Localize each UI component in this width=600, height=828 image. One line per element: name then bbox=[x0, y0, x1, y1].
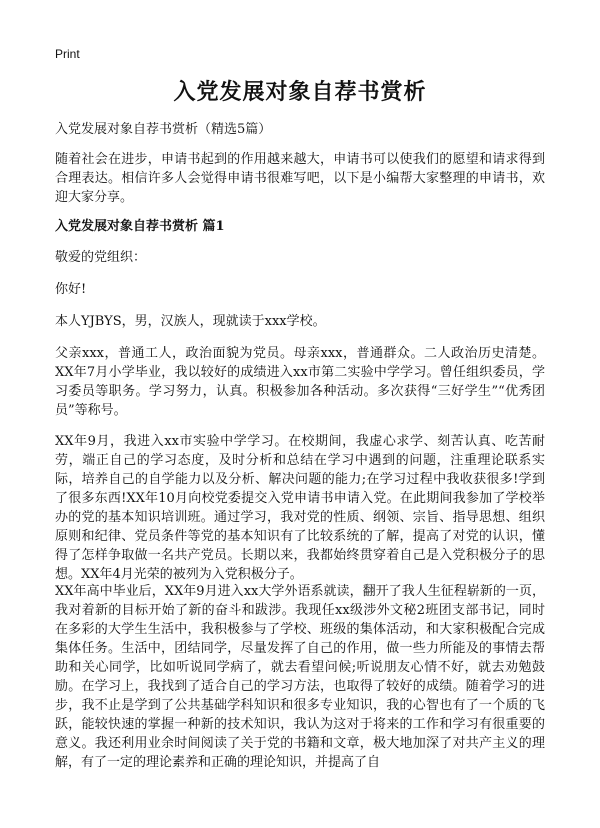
self-introduction: 本人YJBYS，男，汉族人，现就读于xxx学校。 bbox=[55, 314, 326, 329]
family-paragraph: 父亲xxx，普通工人，政治面貌为党员。母亲xxx，普通群众。二人政治历史清楚。XX年7月小学毕业，我以较好的成绩进入xx市第二实验中学学习。曾任组织委员，学习委员等职务。学习努力，认真。积极参加各种活动。多次获得“三好学生”“优秀团员”等称号。 bbox=[55, 346, 545, 418]
university-paragraph: XX年高中毕业后，XX年9月进入xx大学外语系就读，翻开了我人生征程崭新的一页，我对着新的目标开始了新的奋斗和跋涉。我现任xx级涉外文秘2班团支部书记，同时在多彩的大学生生活中，我积极参与了学校、班级的集体活动，和大家积极配合完成集体任务。生活中，团结同学，尽量发挥了自己的作用，做一些力所能及的事情去帮助和关心同学，比如听说同学病了，就去看望问候;听说朋友心情不好，就去劝勉鼓励。在学习上，我找到了适合自己的学习方法，也取得了较好的成绩。随着学习的进步，我不止是学到了公共基础学科知识和很多专业知识，我的心智也有了一个质的飞跃，能较快速的掌握一种新的技术知识，我认为这对于将来的工作和学习有很重要的意义。我还利用业余时间阅读了关于党的书籍和文章，极大地加深了对共产主义的理解，有了一定的理论素养和正确的理论知识，并提高了自 bbox=[55, 584, 545, 770]
greeting: 你好! bbox=[55, 282, 87, 297]
print-label[interactable]: Print bbox=[55, 47, 80, 61]
intro-paragraph: 随着社会在进步，申请书起到的作用越来越大，申请书可以使我们的愿望和请求得到合理表达。相信许多人会觉得申请书很难写吧，以下是小编帮大家整理的申请书，欢迎大家分享。 bbox=[55, 152, 545, 205]
middle-school-paragraph: XX年9月，我进入xx市实验中学学习。在校期间，我虚心求学、刻苦认真、吃苦耐劳，端正自己的学习态度，及时分析和总结在学习中遇到的问题，注重理论联系实际，培养自己的自学能力以及分析、解决问题的能力;在学习过程中我收获很多!学到了很多东西!XX年10月向校党委提交入党申请书申请入党。在此期间我参加了学校举办的党的基本知识培训班。通过学习，我对党的性质、纲领、宗旨、指导思想、组织原则和纪律、党员条件等党的基本知识有了比较系统的了解，提高了对党的认识，懂得了怎样争取做一名共产党员。长期以来，我都始终贯穿着自己是入党积极分子的思想。XX年4月光荣的被列为入党积极分子。 bbox=[55, 434, 545, 582]
salutation: 敬爱的党组织： bbox=[55, 250, 147, 265]
section-title: 入党发展对象自荐书赏析 篇1 bbox=[55, 219, 225, 234]
document-subtitle: 入党发展对象自荐书赏析（精选5篇） bbox=[55, 122, 272, 137]
document-title: 入党发展对象自荐书赏析 bbox=[173, 79, 427, 105]
